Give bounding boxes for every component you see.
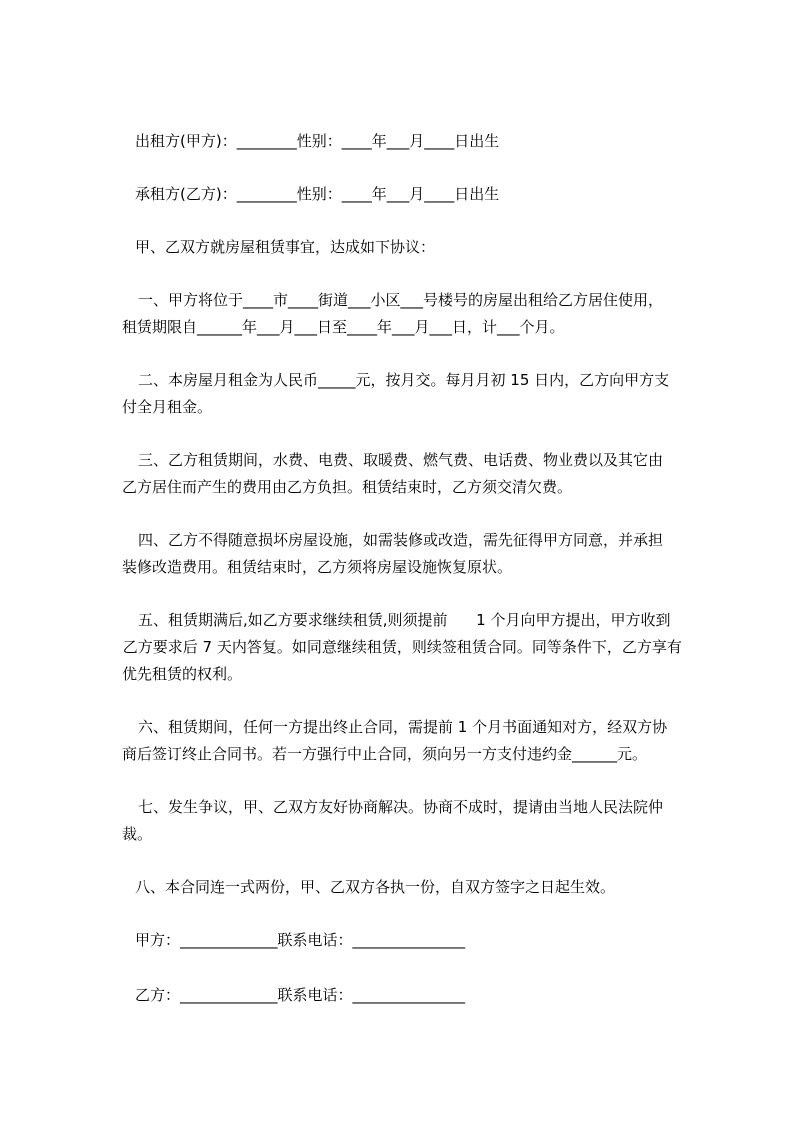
lessor-line: 出租方(甲方)：________性别：____年___月____日出生 xyxy=(135,132,500,150)
signature-party-b: 乙方：_____________联系电话：_______________ xyxy=(135,986,466,1004)
clause-6-line-1: 六、租赁期间，任何一方提出终止合同，需提前 1 个月书面通知对方，经双方协 xyxy=(138,718,668,736)
clause-1-line-2: 租赁期限自______年___月___日至____年___月___日，计___个月。 xyxy=(122,318,565,336)
clause-8-line-1: 八、本合同连一式两份，甲、乙双方各执一份，自双方签字之日起生效。 xyxy=(135,878,616,896)
clause-6-line-2: 商后签订终止合同书。若一方强行中止合同，须向另一方支付违约金______元。 xyxy=(122,745,648,763)
clause-1-line-1: 一、甲方将位于____市____街道___小区___号楼号的房屋出租给乙方居住使用， xyxy=(138,291,664,309)
intro-line: 甲、乙双方就房屋租赁事宜，达成如下协议： xyxy=(135,238,436,256)
clause-4-line-1: 四、乙方不得随意损坏房屋设施，如需装修或改造，需先征得甲方同意，并承担 xyxy=(138,531,664,549)
lessee-line: 承租方(乙方)：________性别：____年___月____日出生 xyxy=(135,185,500,203)
signature-party-a: 甲方：_____________联系电话：_______________ xyxy=(135,931,466,949)
clause-3-line-1: 三、乙方租赁期间，水费、电费、取暖费、燃气费、电话费、物业费以及其它由 xyxy=(138,451,664,469)
clause-5-line-3: 优先租赁的权利。 xyxy=(122,665,243,683)
clause-3-line-2: 乙方居住而产生的费用由乙方负担。租赁结束时，乙方须交清欠费。 xyxy=(122,478,573,496)
clause-7-line-1: 七、发生争议，甲、乙双方友好协商解决。协商不成时，提请由当地人民法院仲 xyxy=(138,798,664,816)
clause-4-line-2: 装修改造费用。租赁结束时，乙方须将房屋设施恢复原状。 xyxy=(122,558,513,576)
clause-7-line-2: 裁。 xyxy=(122,825,153,843)
clause-5-line-2: 乙方要求后 7 天内答复。如同意继续租赁，则续签租赁合同。同等条件下，乙方享有 xyxy=(118,638,682,656)
clause-2-line-2: 付全月租金。 xyxy=(122,398,213,416)
clause-2-line-1: 二、本房屋月租金为人民币_____元，按月交。每月月初 15 日内，乙方向甲方支 xyxy=(138,371,670,389)
clause-5-line-1: 五、租赁期满后,如乙方要求继续租赁,则须提前 1 个月向甲方提出，甲方收到 xyxy=(138,611,671,629)
